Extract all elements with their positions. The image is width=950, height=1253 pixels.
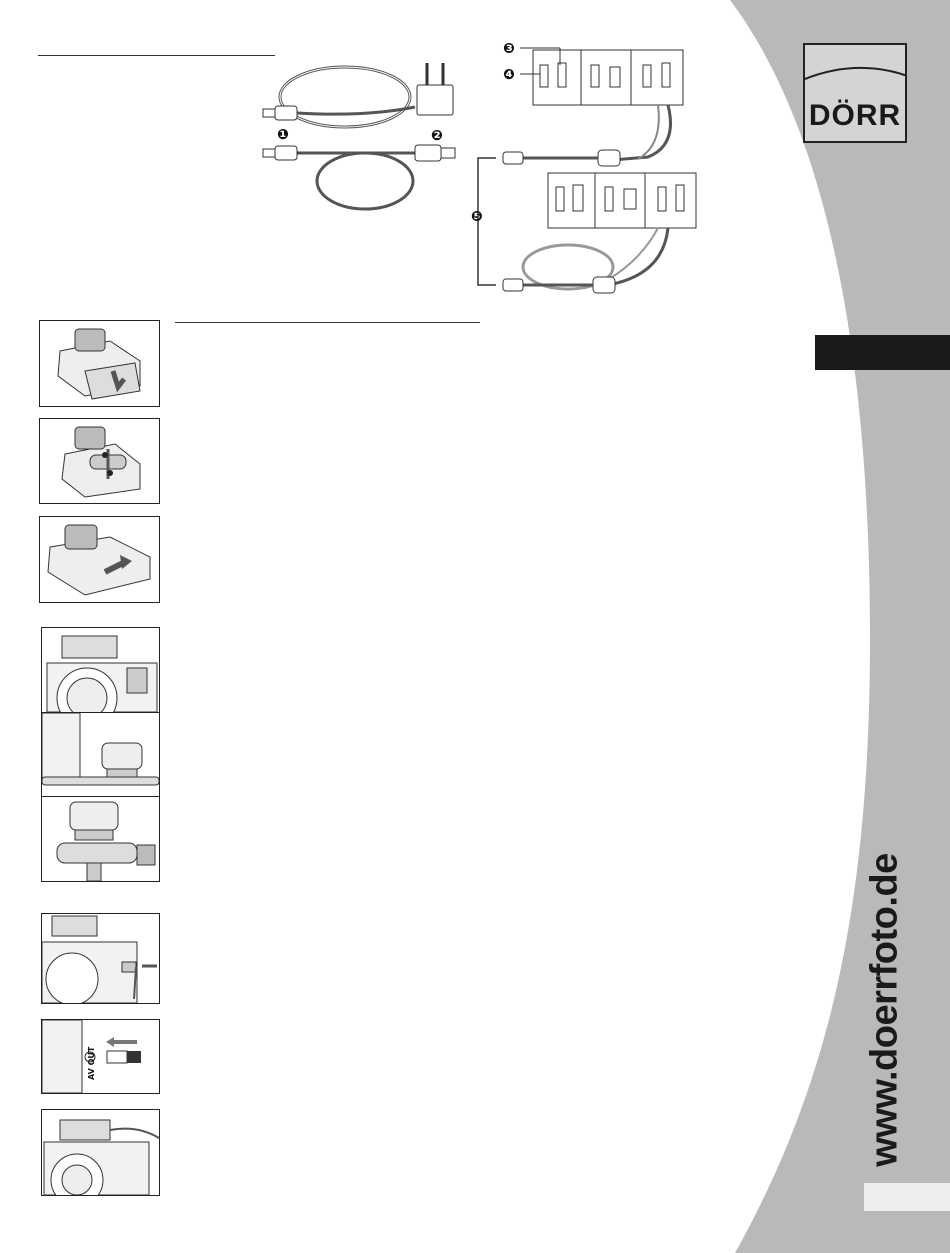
charger-cable-diagram bbox=[255, 55, 465, 220]
av-out-label: AV OUT bbox=[87, 1046, 96, 1080]
marker-2: ❷ bbox=[431, 128, 443, 144]
figure-camera-cable-attached bbox=[41, 1109, 160, 1196]
section-heading-rule-battery bbox=[175, 322, 480, 323]
figure-camera-cable-connect bbox=[41, 913, 160, 1004]
camera-cable-diagram bbox=[468, 35, 703, 300]
marker-1: ❶ bbox=[277, 127, 289, 143]
logo-text: DÖRR bbox=[808, 99, 902, 132]
marker-5: ❺ bbox=[471, 209, 483, 225]
figure-receiver-stand bbox=[41, 712, 160, 797]
figure-receiver-tripod bbox=[41, 796, 160, 882]
figure-battery-insert bbox=[39, 418, 160, 504]
marker-4: ❹ bbox=[503, 67, 515, 83]
figure-battery-close bbox=[39, 516, 160, 603]
page-number-box bbox=[864, 1183, 950, 1211]
website-url-text: www.doerrfoto.de bbox=[863, 853, 906, 1167]
figure-battery-open bbox=[39, 320, 160, 407]
marker-3: ❸ bbox=[503, 41, 515, 57]
brand-logo bbox=[803, 43, 907, 143]
section-heading-rule-contents bbox=[38, 55, 275, 56]
language-tab bbox=[815, 335, 950, 370]
figure-camera-hotshoe bbox=[41, 627, 160, 713]
figure-av-out-port bbox=[41, 1019, 160, 1094]
website-url bbox=[860, 853, 910, 1167]
